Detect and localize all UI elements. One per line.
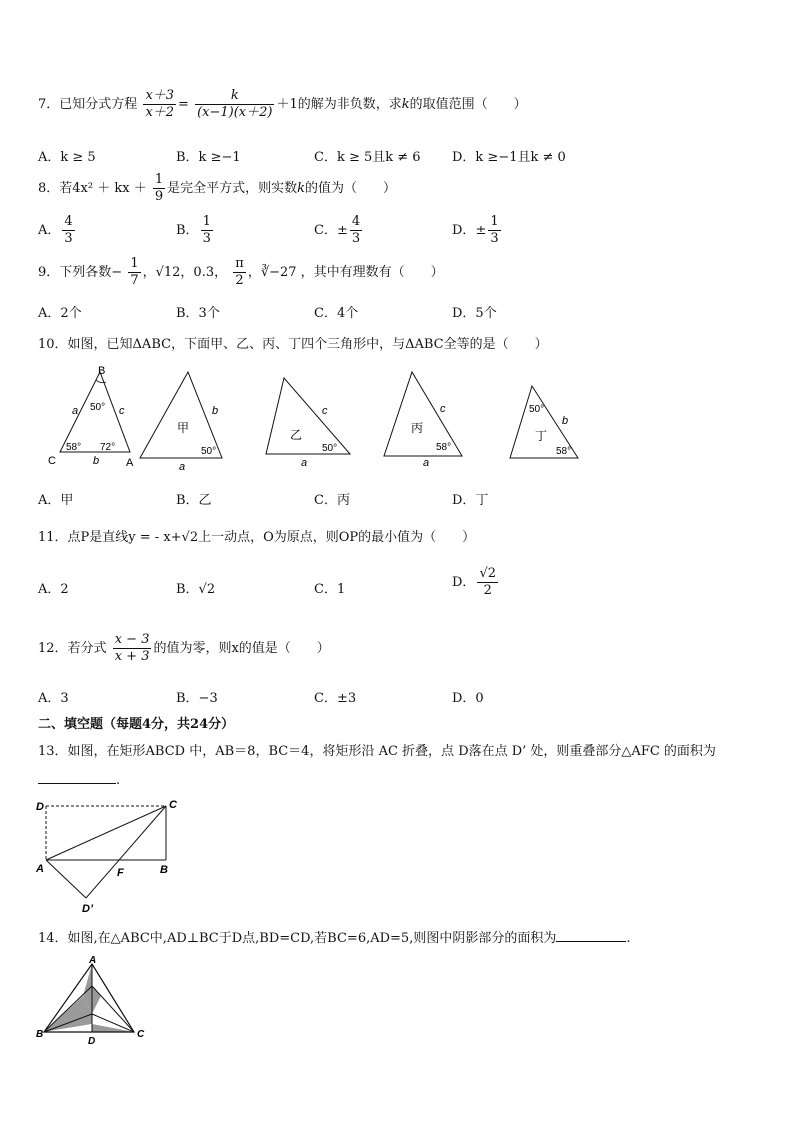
q11-option-a[interactable]: A．2 [38,582,69,597]
yi-side-a: a [301,457,308,469]
abc-angle-B: 50° [90,402,106,413]
q8-stem: 8．若4x² ＋ kx ＋ $\frac{1}{9}$ 是完全平方式，则实数k的值为（ ） [38,172,397,204]
q14-label-B: B [36,1029,44,1040]
abc-label-B: B [98,365,106,377]
ding-side-b: b [562,415,569,427]
q13-label-C: C [169,799,177,811]
q14-stem: 14．如图,在△ABC中,AD⊥BC于D点,BD=CD,若BC=6,AD=5,则图中阴影部分的面积为 . [38,927,630,946]
q9-option-d[interactable]: D．5个 [452,306,497,321]
yi-angle: 50° [322,443,338,454]
jia-side-b: b [212,405,219,417]
q9-option-b[interactable]: B．3个 [176,306,220,321]
q12-option-b[interactable]: B．−3 [176,691,218,706]
q7-right-fraction: $\frac{k}{(x-1)(x+2)}$ [197,88,273,120]
q10-option-b[interactable]: B．乙 [176,493,212,508]
q13-blank[interactable] [38,770,116,784]
section-heading: 二、填空题（每题4分，共24分） [38,717,235,732]
bing-name: 丙 [411,421,424,435]
triangle-ding [510,386,578,458]
jia-side-a: a [179,461,186,472]
abc-label-C: C [48,455,56,467]
q13-stem: 13．如图，在矩形ABCD 中，AB＝8，BC＝4，将矩形沿 AC 折叠，点 D落在点 D’ 处，则重叠部分△AFC 的面积为 [38,744,716,759]
q14-label-C: C [137,1029,145,1040]
triangle-jia [140,372,222,472]
abc-angle-A: 72° [100,442,116,453]
q7-option-d[interactable]: D．k ≥−1且k ≠ 0 [452,150,566,165]
triangle-bing [384,372,462,469]
bing-side-c: c [440,403,446,415]
q8-option-b[interactable]: B． $\frac{1}{3}$ [176,214,211,246]
q11-stem: 11．点P是直线y = - x+√2上一动点，O为原点，则OP的最小值为（ ） [38,530,476,545]
q13-label-F: F [117,867,124,879]
q14-blank[interactable] [556,928,626,942]
q13-label-Dprime: D’ [82,903,93,915]
triangle-abc [48,365,134,469]
q10-option-c[interactable]: C．丙 [314,493,350,508]
q11-option-c[interactable]: C．1 [314,582,346,597]
q8-option-d[interactable]: D．± $\frac{1}{3}$ [452,214,499,246]
q8-option-a[interactable]: A． $\frac{4}{3}$ [38,214,73,246]
jia-angle: 50° [201,446,217,457]
q12-stem: 12．若分式 $\frac{x - 3}{x + 3}$ 的值为零，则x的值是（ ） [38,632,330,664]
q9-option-c[interactable]: C．4个 [314,306,359,321]
q9-stem: 9．下列各数− $\frac{1}{7}$ ，√12，0.3， $\frac{\pi}{2}$ ，∛−27 ，其中有理数有（ ） [38,256,444,288]
q13-label-A: A [36,863,44,875]
abc-side-a: a [72,405,79,417]
yi-side-c: c [322,405,328,417]
q14-label-D: D [88,1036,96,1047]
triangle-yi [266,378,350,469]
bing-side-a: a [423,457,430,469]
q12-option-d[interactable]: D．0 [452,691,484,706]
ding-angle-1: 50° [529,404,545,415]
jia-name: 甲 [177,421,190,435]
q10-option-a[interactable]: A．甲 [38,493,74,508]
q13-figure [34,794,194,918]
q11-option-b[interactable]: B．√2 [176,582,216,597]
q13-answer-line: . [38,770,120,788]
bing-angle: 58° [436,442,452,453]
q10-figure [40,362,600,472]
q12-option-c[interactable]: C．±3 [314,691,357,706]
q7-option-a[interactable]: A．k ≥ 5 [38,150,96,165]
ding-name: 丁 [535,429,548,443]
q8-option-c[interactable]: C．± $\frac{4}{3}$ [314,214,361,246]
q10-stem: 10．如图，已知ΔABC，下面甲、乙、丙、丁四个三角形中，与ΔABC全等的是（ ） [38,337,548,352]
abc-side-c: c [119,405,125,417]
q7-left-fraction: $\frac{x+3}{x+2}$ [145,88,175,120]
q10-option-d[interactable]: D．丁 [452,493,489,508]
abc-side-b: b [93,455,100,467]
q7-option-b[interactable]: B．k ≥−1 [176,150,241,165]
q7-stem: 7．已知分式方程 $\frac{x+3}{x+2}$ = $\frac{k}{(x-1)(x+2)}$ ＋1的解为非负数，求k的取值范围（ ） [38,88,527,120]
abc-label-A: A [126,457,134,469]
q11-option-d[interactable]: D． $\frac{√2}{2}$ [452,566,496,598]
q7-option-c[interactable]: C．k ≥ 5且k ≠ 6 [314,150,421,165]
q8-fraction: $\frac{1}{9}$ [154,172,164,204]
q14-label-A: A [89,955,97,966]
yi-name: 乙 [290,428,303,442]
q9-option-a[interactable]: A．2个 [38,306,82,321]
q13-label-B: B [160,864,168,876]
abc-angle-C: 58° [66,442,82,453]
q14-figure [34,954,154,1048]
q13-label-D: D [36,801,44,813]
q12-option-a[interactable]: A．3 [38,691,69,706]
ding-angle-2: 58° [556,446,572,457]
